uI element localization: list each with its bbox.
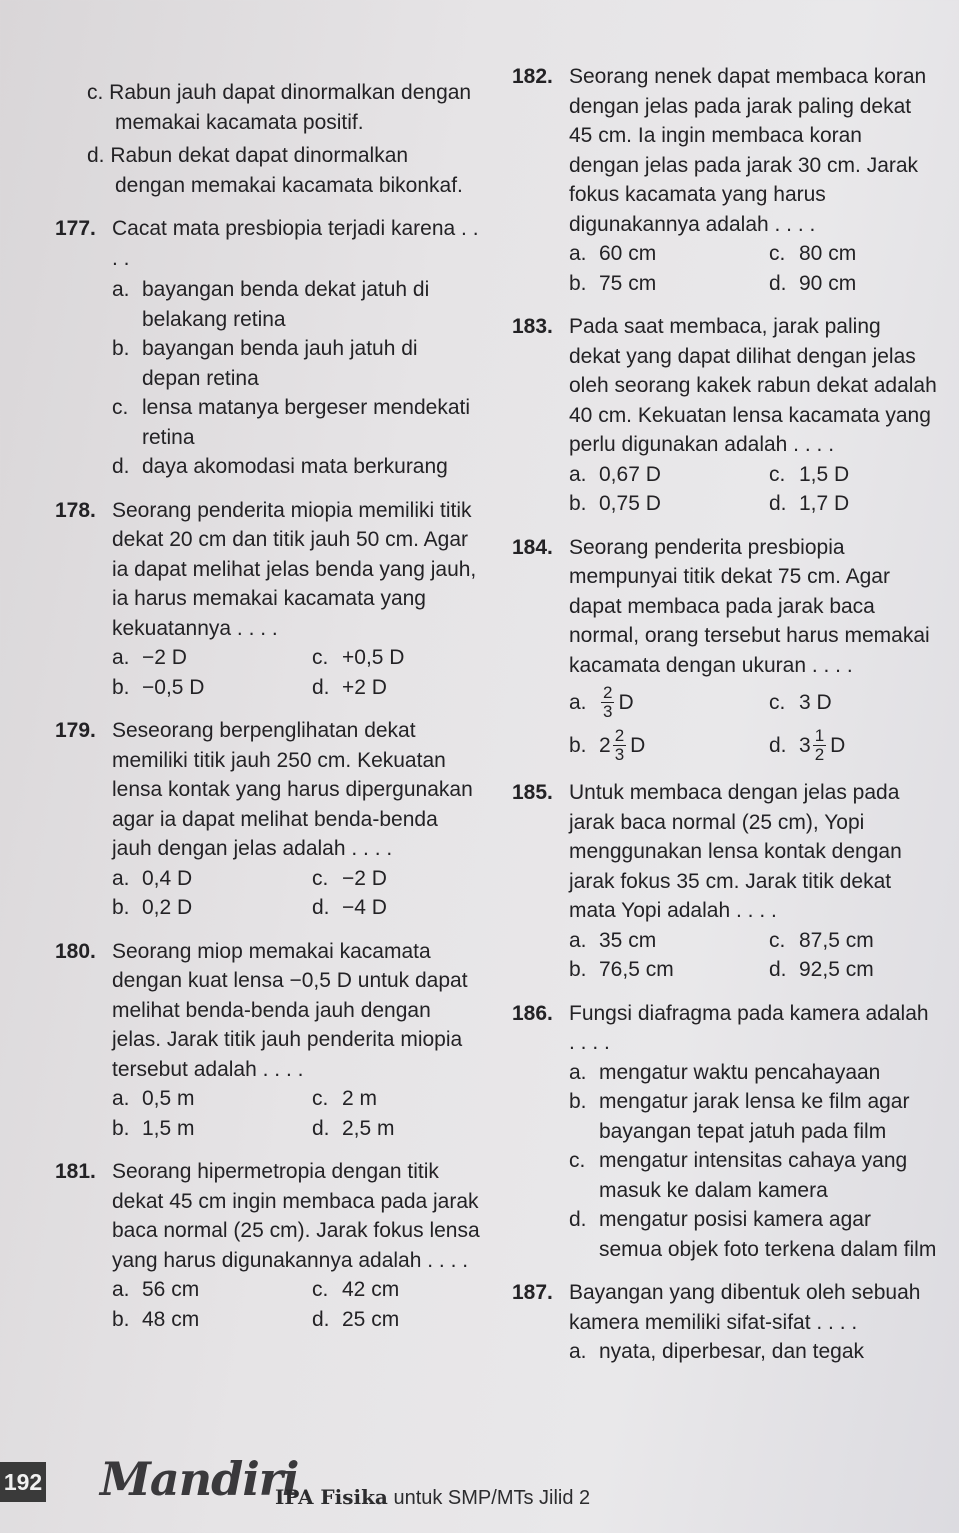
option-d[interactable]: d. mengatur posisi kamera agar semua objek foto terkena dalam film bbox=[569, 1208, 937, 1261]
question-number: 182. bbox=[512, 65, 553, 88]
option-a[interactable]: a. $\frac{2}{3}$ D bbox=[569, 683, 634, 721]
option-c[interactable]: c. 87,5 cm bbox=[769, 928, 874, 952]
question-186 bbox=[512, 999, 937, 1265]
question-187 bbox=[512, 1278, 937, 1367]
question-178 bbox=[55, 496, 480, 703]
option-a[interactable]: a. bayangan benda dekat jatuh di belakang retina bbox=[112, 278, 430, 331]
option-c[interactable]: c. +0,5 D bbox=[312, 646, 405, 669]
options-list bbox=[569, 1058, 937, 1265]
fraction: $\frac{1}{2}$ bbox=[814, 726, 825, 764]
options-grid bbox=[112, 864, 480, 923]
options-grid bbox=[569, 926, 937, 985]
option-c[interactable]: c. lensa matanya bergeser mendekati retina bbox=[112, 396, 471, 449]
option-b[interactable]: b. 75 cm bbox=[569, 271, 657, 295]
question-stem: Seorang nenek dapat membaca koran dengan jelas pada jarak paling dekat 45 cm. Ia ingin membaca koran dengan jelas pada jarak 30 cm. Jarak fokus kacamata yang harus digunakannya adalah . . . . bbox=[569, 65, 927, 236]
option-b[interactable]: b. −0,5 D bbox=[112, 675, 205, 699]
option-b[interactable]: b. 1,5 m bbox=[112, 1116, 195, 1140]
question-number: 185. bbox=[512, 781, 553, 804]
option-a[interactable]: a. 35 cm bbox=[569, 928, 657, 952]
option-c[interactable]: c. 2 m bbox=[312, 1087, 378, 1110]
question-185 bbox=[512, 778, 937, 985]
question-stem: Seorang miop memakai kacamata dengan kuat lensa −0,5 D untuk dapat melihat benda-benda jauh dengan jelas. Jarak titik jauh penderita miopia tersebut adalah . . . . bbox=[112, 939, 468, 1081]
question-stem: Seorang hipermetropia dengan titik dekat 45 cm ingin membaca pada jarak baca normal (25 cm). Jarak fokus lensa yang harus digunakannya adalah . . . . bbox=[112, 1160, 480, 1272]
page-footer bbox=[0, 1442, 959, 1533]
question-fragment-d: d. Rabun dekat dapat dinormalkan dengan memakai kacamata bikonkaf. bbox=[87, 144, 463, 197]
option-d[interactable]: d. 3 $\frac{1}{2}$ D bbox=[769, 726, 846, 764]
question-stem: Untuk membaca dengan jelas pada jarak baca normal (25 cm), Yopi menggunakan lensa kontak dengan jarak fokus 35 cm. Jarak titik dekat mata Yopi adalah . . . . bbox=[569, 781, 902, 922]
option-d[interactable]: d. daya akomodasi mata berkurang bbox=[112, 455, 448, 478]
option-c[interactable]: c. 1,5 D bbox=[769, 462, 850, 486]
option-a[interactable]: a. 60 cm bbox=[569, 242, 657, 265]
option-c[interactable]: c. mengatur intensitas cahaya yang masuk ke dalam kamera bbox=[569, 1149, 908, 1202]
option-b[interactable]: b. 48 cm bbox=[112, 1307, 200, 1331]
question-number: 181. bbox=[55, 1160, 96, 1183]
option-c[interactable]: c. 42 cm bbox=[312, 1278, 400, 1301]
left-column bbox=[55, 78, 480, 1334]
options-list bbox=[569, 1337, 937, 1367]
options-grid bbox=[112, 1084, 480, 1143]
option-b[interactable]: b. 0,75 D bbox=[569, 492, 661, 515]
option-d[interactable]: d. 92,5 cm bbox=[769, 958, 874, 981]
option-a[interactable]: a. 56 cm bbox=[112, 1278, 200, 1301]
question-180 bbox=[55, 937, 480, 1144]
question-stem: Seseorang berpenglihatan dekat memiliki titik jauh 250 cm. Kekuatan lensa kontak yang harus dipergunakan agar ia dapat melihat benda-benda jauh dengan jelas adalah . . . . bbox=[112, 719, 473, 860]
option-c[interactable]: c. −2 D bbox=[312, 866, 387, 890]
options-grid bbox=[569, 684, 937, 764]
page-number: 192 bbox=[0, 1462, 46, 1502]
option-b[interactable]: b. 0,2 D bbox=[112, 896, 193, 919]
question-number: 187. bbox=[512, 1281, 553, 1304]
question-stem: Seorang penderita miopia memiliki titik dekat 20 cm dan titik jauh 50 cm. Agar ia dapat melihat jelas benda yang jauh, ia harus memakai kacamata yang kekuatannya . . . . bbox=[112, 498, 477, 640]
question-181 bbox=[55, 1157, 480, 1334]
option-b[interactable]: b. mengatur jarak lensa ke film agar bayangan tepat jatuh pada film bbox=[569, 1090, 910, 1143]
question-183 bbox=[512, 312, 937, 519]
brand-logo: Mandiri bbox=[100, 1452, 299, 1506]
question-fragment-c: c. Rabun jauh dapat dinormalkan dengan memakai kacamata positif. bbox=[87, 81, 472, 134]
question-number: 178. bbox=[55, 498, 96, 522]
question-number: 186. bbox=[512, 1001, 553, 1025]
right-column bbox=[512, 62, 937, 1367]
option-a[interactable]: a. nyata, diperbesar, dan tegak bbox=[569, 1340, 865, 1363]
question-stem: Seorang penderita presbiopia mempunyai titik dekat 75 cm. Agar dapat membaca pada jarak baca normal, orang tersebut harus memakai kacamata dengan ukuran . . . . bbox=[569, 535, 930, 677]
option-a[interactable]: a. 0,67 D bbox=[569, 462, 661, 486]
option-d[interactable]: d. 90 cm bbox=[769, 271, 857, 295]
options-grid bbox=[569, 239, 937, 298]
book-title: IPA Fisika untuk SMP/MTs Jilid 2 bbox=[275, 1485, 591, 1509]
question-number: 184. bbox=[512, 535, 553, 559]
option-b[interactable]: b. 76,5 cm bbox=[569, 958, 674, 981]
question-number: 183. bbox=[512, 315, 553, 338]
option-d[interactable]: d. +2 D bbox=[312, 675, 387, 699]
options-grid bbox=[112, 643, 480, 702]
fraction: $\frac{2}{3}$ bbox=[614, 726, 625, 764]
options-list bbox=[112, 275, 480, 482]
question-177 bbox=[55, 214, 480, 482]
question-stem: Bayangan yang dibentuk oleh sebuah kamera memiliki sifat-sifat . . . . bbox=[569, 1281, 921, 1334]
option-a[interactable]: a. 0,4 D bbox=[112, 866, 193, 890]
question-number: 179. bbox=[55, 719, 96, 742]
options-grid bbox=[569, 460, 937, 519]
option-a[interactable]: a. 0,5 m bbox=[112, 1087, 195, 1110]
option-b[interactable]: b. bayangan benda jauh jatuh di depan retina bbox=[112, 337, 418, 390]
option-d[interactable]: d. 1,7 D bbox=[769, 492, 850, 515]
question-stem: Cacat mata presbiopia terjadi karena . . . . bbox=[112, 217, 479, 270]
option-d[interactable]: d. 2,5 m bbox=[312, 1116, 395, 1140]
question-stem: Fungsi diafragma pada kamera adalah . . . . bbox=[569, 1001, 929, 1054]
question-number: 177. bbox=[55, 217, 96, 240]
option-c[interactable]: c. 80 cm bbox=[769, 242, 857, 265]
option-a[interactable]: a. −2 D bbox=[112, 646, 187, 669]
fraction: $\frac{2}{3}$ bbox=[603, 683, 613, 721]
option-b[interactable]: b. 2 $\frac{2}{3}$ D bbox=[569, 726, 646, 764]
question-184 bbox=[512, 533, 937, 765]
option-d[interactable]: d. −4 D bbox=[312, 896, 387, 919]
options-grid bbox=[112, 1275, 480, 1334]
option-a[interactable]: a. mengatur waktu pencahayaan bbox=[569, 1060, 881, 1084]
question-stem: Pada saat membaca, jarak paling dekat yang dapat dilihat dengan jelas oleh seorang kakek rabun dekat adalah 40 cm. Kekuatan lensa kacamata yang perlu digunakan adalah . . . . bbox=[569, 315, 937, 456]
option-d[interactable]: d. 25 cm bbox=[312, 1307, 400, 1331]
question-number: 180. bbox=[55, 939, 96, 963]
option-c[interactable]: c. 3 D bbox=[769, 690, 832, 714]
question-179 bbox=[55, 716, 480, 923]
question-182 bbox=[512, 62, 937, 298]
